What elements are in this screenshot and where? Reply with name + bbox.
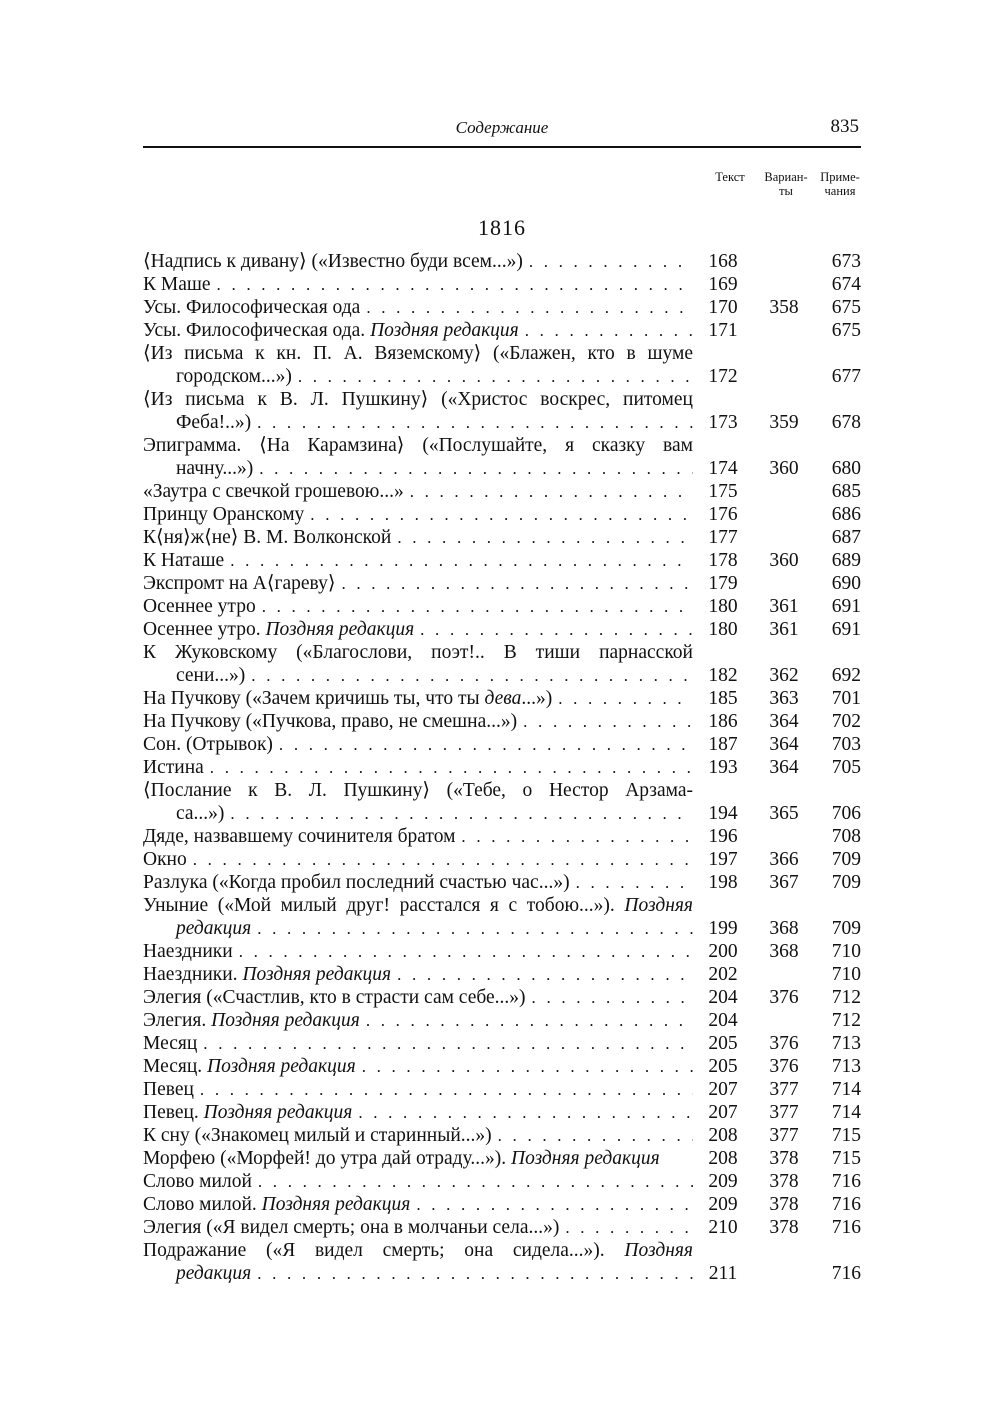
leader-dots [529, 250, 693, 273]
leader-dots [366, 296, 693, 319]
entry-title-italic: Поздняя редакция [203, 1102, 353, 1123]
entry-title-line [143, 549, 693, 572]
page-notes: 686 [831, 504, 861, 525]
entry-title-italic: редакция [176, 1263, 252, 1284]
entry-title-text: К Наташе [143, 550, 225, 571]
page-text: 182 [708, 665, 738, 686]
page-variants: 376 [769, 987, 799, 1008]
entry-title-italic: Поздняя редакция [511, 1148, 660, 1169]
entry-title-italic: дева [484, 688, 522, 709]
page-text: 177 [708, 527, 738, 548]
entry-title-line: К Жуковскому («Благослови, поэт!.. В тиши парнасской [143, 642, 693, 663]
toc-entry [143, 480, 861, 503]
page-variants: 359 [769, 412, 799, 433]
leader-dots [341, 572, 693, 595]
entry-title-text: са...») [176, 803, 225, 824]
leader-dots [358, 1101, 693, 1124]
entry-title-text: Месяц. Поздняя редакция [143, 1056, 356, 1077]
entry-title-line [143, 848, 693, 871]
toc-entry [143, 1078, 861, 1101]
entry-title-line [143, 319, 693, 342]
toc-entry [143, 296, 861, 319]
leader-dots [257, 411, 693, 434]
entry-title-line [143, 710, 693, 733]
entry-title-text: Осеннее утро. Поздняя редакция [143, 619, 415, 640]
page-variants: 364 [769, 734, 799, 755]
page-text: 197 [708, 849, 738, 870]
toc-entry [143, 825, 861, 848]
entry-title-text: Певец [143, 1079, 194, 1100]
leader-dots [262, 595, 693, 618]
page-notes: 716 [831, 1217, 861, 1238]
page-variants: 362 [769, 665, 799, 686]
page-notes: 714 [831, 1102, 861, 1123]
page-text: 194 [708, 803, 738, 824]
entry-title-line: Уныние («Мой милый друг! расстался я с тобою...»). Поздняя [143, 895, 693, 916]
leader-dots [259, 457, 693, 480]
page-notes: 713 [831, 1056, 861, 1077]
leader-dots [258, 1170, 693, 1193]
page-variants: 364 [769, 711, 799, 732]
entry-title-text: Дяде, назвавшему сочинителя братом [143, 826, 456, 847]
page-notes: 674 [831, 274, 861, 295]
entry-title-line [143, 1147, 693, 1170]
entry-title-line: Эпиграмма. ⟨На Карамзина⟩ («Послушайте, я сказку вам [143, 435, 693, 456]
page-notes: 689 [831, 550, 861, 571]
entry-title-text: Истина [143, 757, 204, 778]
toc-entry [143, 549, 861, 572]
page-text: 169 [708, 274, 738, 295]
page-text: 198 [708, 872, 738, 893]
leader-dots [397, 963, 693, 986]
toc-entry [143, 388, 861, 434]
entry-title-text [176, 1262, 251, 1285]
entry-title-line: ⟨Из письма к В. Л. Пушкину⟩ («Христос воскрес, питомец [143, 389, 693, 410]
page-notes: 691 [831, 619, 861, 640]
entry-title-italic: Поздняя редакция [265, 619, 415, 640]
entry-title-text: Наездники. Поздняя редакция [143, 964, 392, 985]
page-notes: 702 [831, 711, 861, 732]
page-variants: 366 [769, 849, 799, 870]
entry-title-text: Сон. (Отрывок) [143, 734, 273, 755]
page-notes: 690 [831, 573, 861, 594]
toc-entry [143, 940, 861, 963]
entry-title-text: ⟨Надпись к дивану⟩ («Известно буди всем...») [143, 251, 523, 272]
entry-title-line [143, 1032, 693, 1055]
entry-title-line [143, 1193, 693, 1216]
entry-title-line [143, 986, 693, 1009]
page-notes: 710 [831, 941, 861, 962]
page-variants: 376 [769, 1056, 799, 1077]
page-number: 835 [830, 116, 859, 137]
toc-entry [143, 526, 861, 549]
leader-dots [366, 1009, 693, 1032]
page-notes: 701 [831, 688, 861, 709]
page-text: 199 [708, 918, 738, 939]
leader-dots [362, 1055, 693, 1078]
page-notes: 709 [831, 918, 861, 939]
page-text: 179 [708, 573, 738, 594]
toc-entry [143, 273, 861, 296]
leader-dots [420, 618, 693, 641]
page-variants: 378 [769, 1171, 799, 1192]
page-text: 209 [708, 1194, 738, 1215]
page-text: 180 [708, 619, 738, 640]
entry-title-line [143, 526, 693, 549]
page-text: 170 [708, 297, 738, 318]
page-text: 205 [708, 1033, 738, 1054]
page-text: 204 [708, 987, 738, 1008]
page-variants: 378 [769, 1194, 799, 1215]
page-variants: 358 [769, 297, 799, 318]
entry-title-line [143, 250, 693, 273]
page-text: 210 [708, 1217, 738, 1238]
page-notes: 712 [831, 987, 861, 1008]
entry-title-line [143, 963, 693, 986]
page-notes: 709 [831, 849, 861, 870]
entry-title-text: Усы. Философическая ода. Поздняя редакция [143, 320, 519, 341]
page-text: 208 [708, 1125, 738, 1146]
page-notes: 677 [831, 366, 861, 387]
page-text: 208 [708, 1148, 738, 1169]
toc-entry [143, 756, 861, 779]
toc-entry [143, 342, 861, 388]
toc-entry [143, 733, 861, 756]
page-text: 174 [708, 458, 738, 479]
entry-title-line [143, 733, 693, 756]
page-text: 187 [708, 734, 738, 755]
entry-title-line [143, 1124, 693, 1147]
page-text: 175 [708, 481, 738, 502]
entry-title-line [143, 940, 693, 963]
page-notes: 706 [831, 803, 861, 824]
entry-title-text: Элегия («Я видел смерть; она в молчаньи села...») [143, 1217, 560, 1238]
entry-title-line [143, 825, 693, 848]
toc-entry [143, 1009, 861, 1032]
entry-title-text: Элегия («Счастлив, кто в страсти сам себе...») [143, 987, 526, 1008]
entry-title-text: начну...») [176, 458, 254, 479]
entry-title-text: Певец. Поздняя редакция [143, 1102, 353, 1123]
entry-title-line [143, 1101, 693, 1124]
column-header-variants: Вариан- ты [764, 170, 808, 198]
entry-title-line [143, 1078, 693, 1101]
entry-title-continuation [143, 1262, 693, 1285]
entry-title-text: Осеннее утро [143, 596, 256, 617]
page-text: 204 [708, 1010, 738, 1031]
entry-title-line [143, 871, 693, 894]
toc-entry [143, 1193, 861, 1216]
toc-entry [143, 1101, 861, 1124]
leader-dots [257, 1262, 693, 1285]
toc-entry [143, 618, 861, 641]
entry-title-text: Принцу Оранскому [143, 504, 305, 525]
leader-dots [257, 917, 693, 940]
page-variants: 360 [769, 458, 799, 479]
page-notes: 705 [831, 757, 861, 778]
entry-title-line [143, 687, 693, 710]
entry-title-italic: Поздняя редакция [242, 964, 392, 985]
page-text: 186 [708, 711, 738, 732]
leader-dots [298, 365, 693, 388]
toc-entry [143, 595, 861, 618]
leader-dots [210, 756, 693, 779]
leader-dots [558, 687, 693, 710]
entry-title-line [143, 572, 693, 595]
page-text: 211 [708, 1263, 738, 1284]
toc-entry [143, 572, 861, 595]
page-text: 176 [708, 504, 738, 525]
page-notes: 708 [831, 826, 861, 847]
leader-dots [279, 733, 693, 756]
entry-title-text: Морфею («Морфей! до утра дай отраду...»). Поздняя редакция [143, 1148, 660, 1169]
page-notes: 716 [831, 1263, 861, 1284]
page-variants: 368 [769, 941, 799, 962]
page-text: 193 [708, 757, 738, 778]
page-notes: 715 [831, 1125, 861, 1146]
page-notes: 716 [831, 1171, 861, 1192]
running-title: Содержание [455, 118, 549, 137]
entry-title-line: Подражание («Я видел смерть; она сидела...»). Поздняя [143, 1240, 693, 1261]
entry-title-text: Феба!..») [176, 412, 252, 433]
page-variants: 361 [769, 596, 799, 617]
entry-title-line [143, 480, 693, 503]
entry-title-italic: Поздняя [624, 895, 693, 916]
entry-title-line [143, 756, 693, 779]
entry-title-italic: Поздняя редакция [370, 320, 519, 341]
page-notes: 703 [831, 734, 861, 755]
page-variants: 378 [769, 1217, 799, 1238]
page-notes: 716 [831, 1194, 861, 1215]
toc-entry [143, 1239, 861, 1285]
page-variants: 378 [769, 1148, 799, 1169]
entry-title-text: Слово милой. Поздняя редакция [143, 1194, 411, 1215]
entry-title-line [143, 273, 693, 296]
page-text: 196 [708, 826, 738, 847]
page-text: 209 [708, 1171, 738, 1192]
toc-entry [143, 1055, 861, 1078]
entry-title-text: Наездники [143, 941, 233, 962]
column-headers [143, 148, 861, 208]
page-notes: 715 [831, 1148, 861, 1169]
column-header-notes: Приме- чания [820, 170, 860, 198]
toc-entry [143, 1170, 861, 1193]
page-variants: 360 [769, 550, 799, 571]
entry-title-line [143, 1055, 693, 1078]
page-text: 202 [708, 964, 738, 985]
entry-title-text: Окно [143, 849, 187, 870]
entry-title-text: Разлука («Когда пробил последний счастью час...») [143, 872, 570, 893]
page-variants: 363 [769, 688, 799, 709]
page-notes: 712 [831, 1010, 861, 1031]
column-header-text: Текст [715, 170, 745, 184]
toc-entry [143, 894, 861, 940]
entry-title-text: Усы. Философическая ода [143, 297, 361, 318]
entry-title-continuation [143, 917, 693, 940]
toc-page [143, 112, 861, 1285]
toc-entry [143, 986, 861, 1009]
entry-title-text: На Пучкову («Пучкова, право, не смешна...») [143, 711, 518, 732]
leader-dots [523, 710, 693, 733]
entry-title-line [143, 618, 693, 641]
page-notes: 713 [831, 1033, 861, 1054]
page-text: 173 [708, 412, 738, 433]
page-text: 207 [708, 1102, 738, 1123]
leader-dots [498, 1124, 693, 1147]
entry-title-italic: редакция [176, 918, 252, 939]
toc-entry [143, 871, 861, 894]
page-variants: 365 [769, 803, 799, 824]
leader-dots [230, 549, 693, 572]
page-variants: 376 [769, 1033, 799, 1054]
section-year: 1816 [478, 215, 526, 240]
entry-title-line [143, 296, 693, 319]
leader-dots [217, 273, 693, 296]
page-notes: 680 [831, 458, 861, 479]
leader-dots [193, 848, 693, 871]
page-text: 180 [708, 596, 738, 617]
entry-title-italic: Поздняя [624, 1240, 693, 1261]
toc-entry [143, 779, 861, 825]
toc-entry [143, 319, 861, 342]
toc-entry [143, 1147, 861, 1170]
entry-title-line: ⟨Послание к В. Л. Пушкину⟩ («Тебе, о Нестор Арзама- [143, 780, 693, 801]
page-variants: 368 [769, 918, 799, 939]
toc-entry [143, 503, 861, 526]
leader-dots [565, 1216, 693, 1239]
page-text: 168 [708, 251, 738, 272]
toc-entry [143, 250, 861, 273]
entry-title-italic: Поздняя редакция [207, 1056, 356, 1077]
entry-title-continuation [143, 802, 693, 825]
leader-dots [576, 871, 693, 894]
running-head [143, 112, 861, 148]
entry-title-text: Экспромт на А⟨гареву⟩ [143, 573, 336, 594]
entry-title-italic: Поздняя редакция [261, 1194, 411, 1215]
leader-dots [200, 1078, 693, 1101]
page-notes: 692 [831, 665, 861, 686]
page-text: 207 [708, 1079, 738, 1100]
entry-title-text: К сну («Знакомец милый и старинный...») [143, 1125, 492, 1146]
toc-entry [143, 848, 861, 871]
page-notes: 714 [831, 1079, 861, 1100]
page-variants: 367 [769, 872, 799, 893]
toc-entry [143, 710, 861, 733]
entry-title-text: Слово милой [143, 1171, 252, 1192]
entry-title-line [143, 595, 693, 618]
leader-dots [410, 480, 693, 503]
entry-title-text [176, 917, 251, 940]
leader-dots [239, 940, 693, 963]
page-notes: 687 [831, 527, 861, 548]
toc-entry [143, 687, 861, 710]
entry-title-line: ⟨Из письма к кн. П. А. Вяземскому⟩ («Блажен, кто в шуме [143, 343, 693, 364]
entry-title-italic: Поздняя редакция [211, 1010, 360, 1031]
leader-dots [397, 526, 693, 549]
entry-title-line [143, 1170, 693, 1193]
leader-dots [532, 986, 693, 1009]
toc-entry [143, 1124, 861, 1147]
toc-entry [143, 434, 861, 480]
leader-dots [251, 664, 693, 687]
entry-title-text: городском...») [176, 366, 292, 387]
leader-dots [416, 1193, 693, 1216]
entry-title-continuation [143, 365, 693, 388]
entry-title-continuation [143, 457, 693, 480]
leader-dots [310, 503, 693, 526]
leader-dots [525, 319, 693, 342]
leader-dots [461, 825, 693, 848]
entry-title-line [143, 1216, 693, 1239]
entry-title-continuation [143, 411, 693, 434]
entry-title-text: К Маше [143, 274, 211, 295]
leader-dots [230, 802, 693, 825]
toc-entry [143, 1216, 861, 1239]
entry-title-continuation [143, 664, 693, 687]
toc-entry [143, 641, 861, 687]
entry-title-text: К⟨ня⟩ж⟨не⟩ В. М. Волконской [143, 527, 392, 548]
entry-title-text: Месяц [143, 1033, 198, 1054]
page-text: 172 [708, 366, 738, 387]
page-text: 185 [708, 688, 738, 709]
entry-title-line [143, 1009, 693, 1032]
page-text: 200 [708, 941, 738, 962]
page-notes: 675 [831, 320, 861, 341]
entry-title-text: На Пучкову («Зачем кричишь ты, что ты дева...») [143, 688, 553, 709]
page-variants: 361 [769, 619, 799, 640]
page-variants: 364 [769, 757, 799, 778]
page-variants: 377 [769, 1102, 799, 1123]
toc-entry [143, 963, 861, 986]
toc-entries [143, 250, 861, 1285]
page-notes: 709 [831, 872, 861, 893]
page-notes: 691 [831, 596, 861, 617]
entry-title-text: «Заутра с свечкой грошевою...» [143, 481, 404, 502]
page-text: 205 [708, 1056, 738, 1077]
page-notes: 673 [831, 251, 861, 272]
page-notes: 685 [831, 481, 861, 502]
entry-title-text: сени...») [176, 665, 246, 686]
page-text: 178 [708, 550, 738, 571]
entry-title-line [143, 503, 693, 526]
page-variants: 377 [769, 1079, 799, 1100]
page-notes: 710 [831, 964, 861, 985]
toc-entry [143, 1032, 861, 1055]
page-text: 171 [708, 320, 738, 341]
page-variants: 377 [769, 1125, 799, 1146]
page-notes: 675 [831, 297, 861, 318]
entry-title-text: Элегия. Поздняя редакция [143, 1010, 360, 1031]
page-notes: 678 [831, 412, 861, 433]
leader-dots [203, 1032, 693, 1055]
